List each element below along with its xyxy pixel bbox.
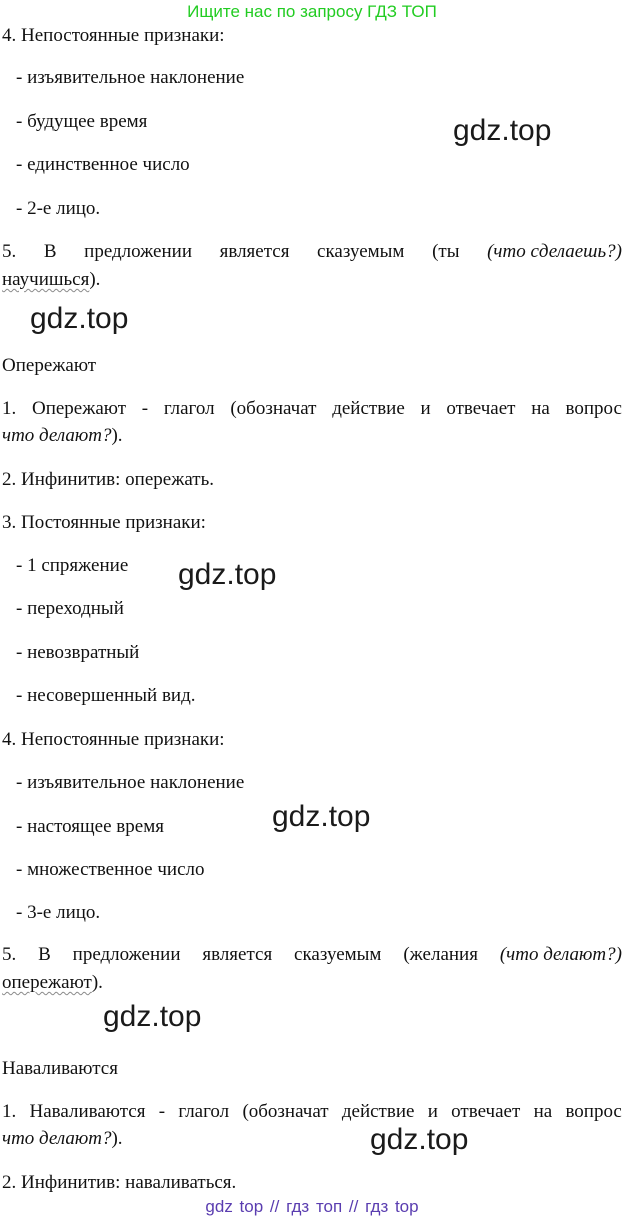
word: предложении bbox=[72, 944, 181, 965]
word: В bbox=[38, 944, 51, 965]
closing-text: ). bbox=[89, 269, 101, 290]
word: Опережают bbox=[31, 398, 127, 419]
word: на bbox=[533, 1101, 553, 1122]
word: является bbox=[219, 241, 290, 262]
section2-item-mood: - изъявительное наклонение bbox=[16, 772, 245, 793]
section1-item-mood: - изъявительное наклонение bbox=[16, 67, 245, 88]
word: - bbox=[141, 398, 149, 419]
watermark-text: gdz.top bbox=[30, 302, 129, 335]
section2-paragraph1-line1 bbox=[2, 397, 622, 421]
closing-text: ). bbox=[111, 1128, 123, 1149]
section2-word-title: Опережают bbox=[2, 355, 97, 376]
word: 5. bbox=[2, 944, 17, 965]
watermark-text: gdz.top bbox=[103, 1000, 202, 1033]
word: сказуемым bbox=[317, 241, 405, 262]
section1-item-number: - единственное число bbox=[16, 154, 190, 175]
word: - bbox=[158, 1101, 166, 1122]
section2-paragraph5-line2 bbox=[2, 971, 103, 995]
word: предложении bbox=[84, 241, 192, 262]
word: отвечает bbox=[451, 1101, 521, 1122]
section2-heading-constant: 3. Постоянные признаки: bbox=[2, 512, 206, 533]
word: действие bbox=[332, 398, 405, 419]
section2-item-person: - 3-е лицо. bbox=[16, 902, 101, 923]
section1-item-person: - 2-е лицо. bbox=[16, 198, 101, 219]
section2-paragraph5-line1 bbox=[2, 943, 622, 967]
section2-item-number: - множественное число bbox=[16, 859, 205, 880]
question-italic: (что делают?) bbox=[499, 944, 622, 965]
word: на bbox=[531, 398, 550, 419]
section1-heading-nonconstant: 4. Непостоянные признаки: bbox=[2, 25, 225, 46]
section1-item-tense: - будущее время bbox=[16, 111, 148, 132]
section2-item-tense: - настоящее время bbox=[16, 816, 164, 837]
section2-paragraph1-line2 bbox=[2, 424, 123, 448]
section3-paragraph1-line2 bbox=[2, 1127, 123, 1151]
word: (обозначат bbox=[242, 1101, 329, 1122]
word: 1. bbox=[2, 1101, 17, 1122]
word: 1. bbox=[2, 398, 17, 419]
section2-item-aspect: - несовершенный вид. bbox=[16, 685, 196, 706]
word: В bbox=[43, 241, 57, 262]
watermark-text: gdz.top bbox=[178, 558, 277, 591]
word: действие bbox=[341, 1101, 415, 1122]
word: и bbox=[427, 1101, 438, 1122]
watermark-text: gdz.top bbox=[370, 1123, 469, 1156]
word: сказуемым bbox=[294, 944, 382, 965]
section3-word-title: Наваливаются bbox=[2, 1058, 118, 1079]
underlined-predicate: научишься bbox=[2, 269, 90, 290]
word: 5. bbox=[2, 241, 17, 262]
section3-infinitive: 2. Инфинитив: наваливаться. bbox=[2, 1172, 237, 1193]
word: глагол bbox=[163, 398, 215, 419]
section2-heading-nonconstant: 4. Непостоянные признаки: bbox=[2, 729, 225, 750]
question-italic: (что сделаешь?) bbox=[487, 241, 622, 262]
closing-text: ). bbox=[91, 972, 103, 993]
underlined-predicate: опережают bbox=[2, 972, 92, 993]
bottom-search-banner: gdz top // гдз топ // гдз top bbox=[205, 1197, 419, 1216]
section2-item-reflexivity: - невозвратный bbox=[16, 642, 140, 663]
watermark-text: gdz.top bbox=[272, 800, 371, 833]
question-italic: что делают? bbox=[2, 425, 112, 446]
word: (желания bbox=[403, 944, 478, 965]
word: глагол bbox=[178, 1101, 230, 1122]
word: вопрос bbox=[565, 398, 622, 419]
section3-paragraph1-line1 bbox=[2, 1100, 622, 1124]
watermark-text: gdz.top bbox=[453, 114, 552, 147]
section1-paragraph5-line1 bbox=[2, 240, 622, 264]
word: отвечает bbox=[446, 398, 516, 419]
section2-item-conjugation: - 1 спряжение bbox=[16, 555, 129, 576]
section2-infinitive: 2. Инфинитив: опережать. bbox=[2, 469, 214, 490]
section2-item-transitivity: - переходный bbox=[16, 598, 124, 619]
closing-text: ). bbox=[111, 425, 123, 446]
word: вопрос bbox=[565, 1101, 622, 1122]
question-italic: что делают? bbox=[2, 1128, 112, 1149]
top-search-banner: Ищите нас по запросу ГДЗ ТОП bbox=[187, 2, 437, 21]
word: Наваливаются bbox=[29, 1101, 146, 1122]
word: и bbox=[420, 398, 431, 419]
word: (ты bbox=[432, 241, 460, 262]
word: (обозначат bbox=[230, 398, 317, 419]
word: является bbox=[202, 944, 273, 965]
section1-paragraph5-line2 bbox=[2, 268, 100, 292]
